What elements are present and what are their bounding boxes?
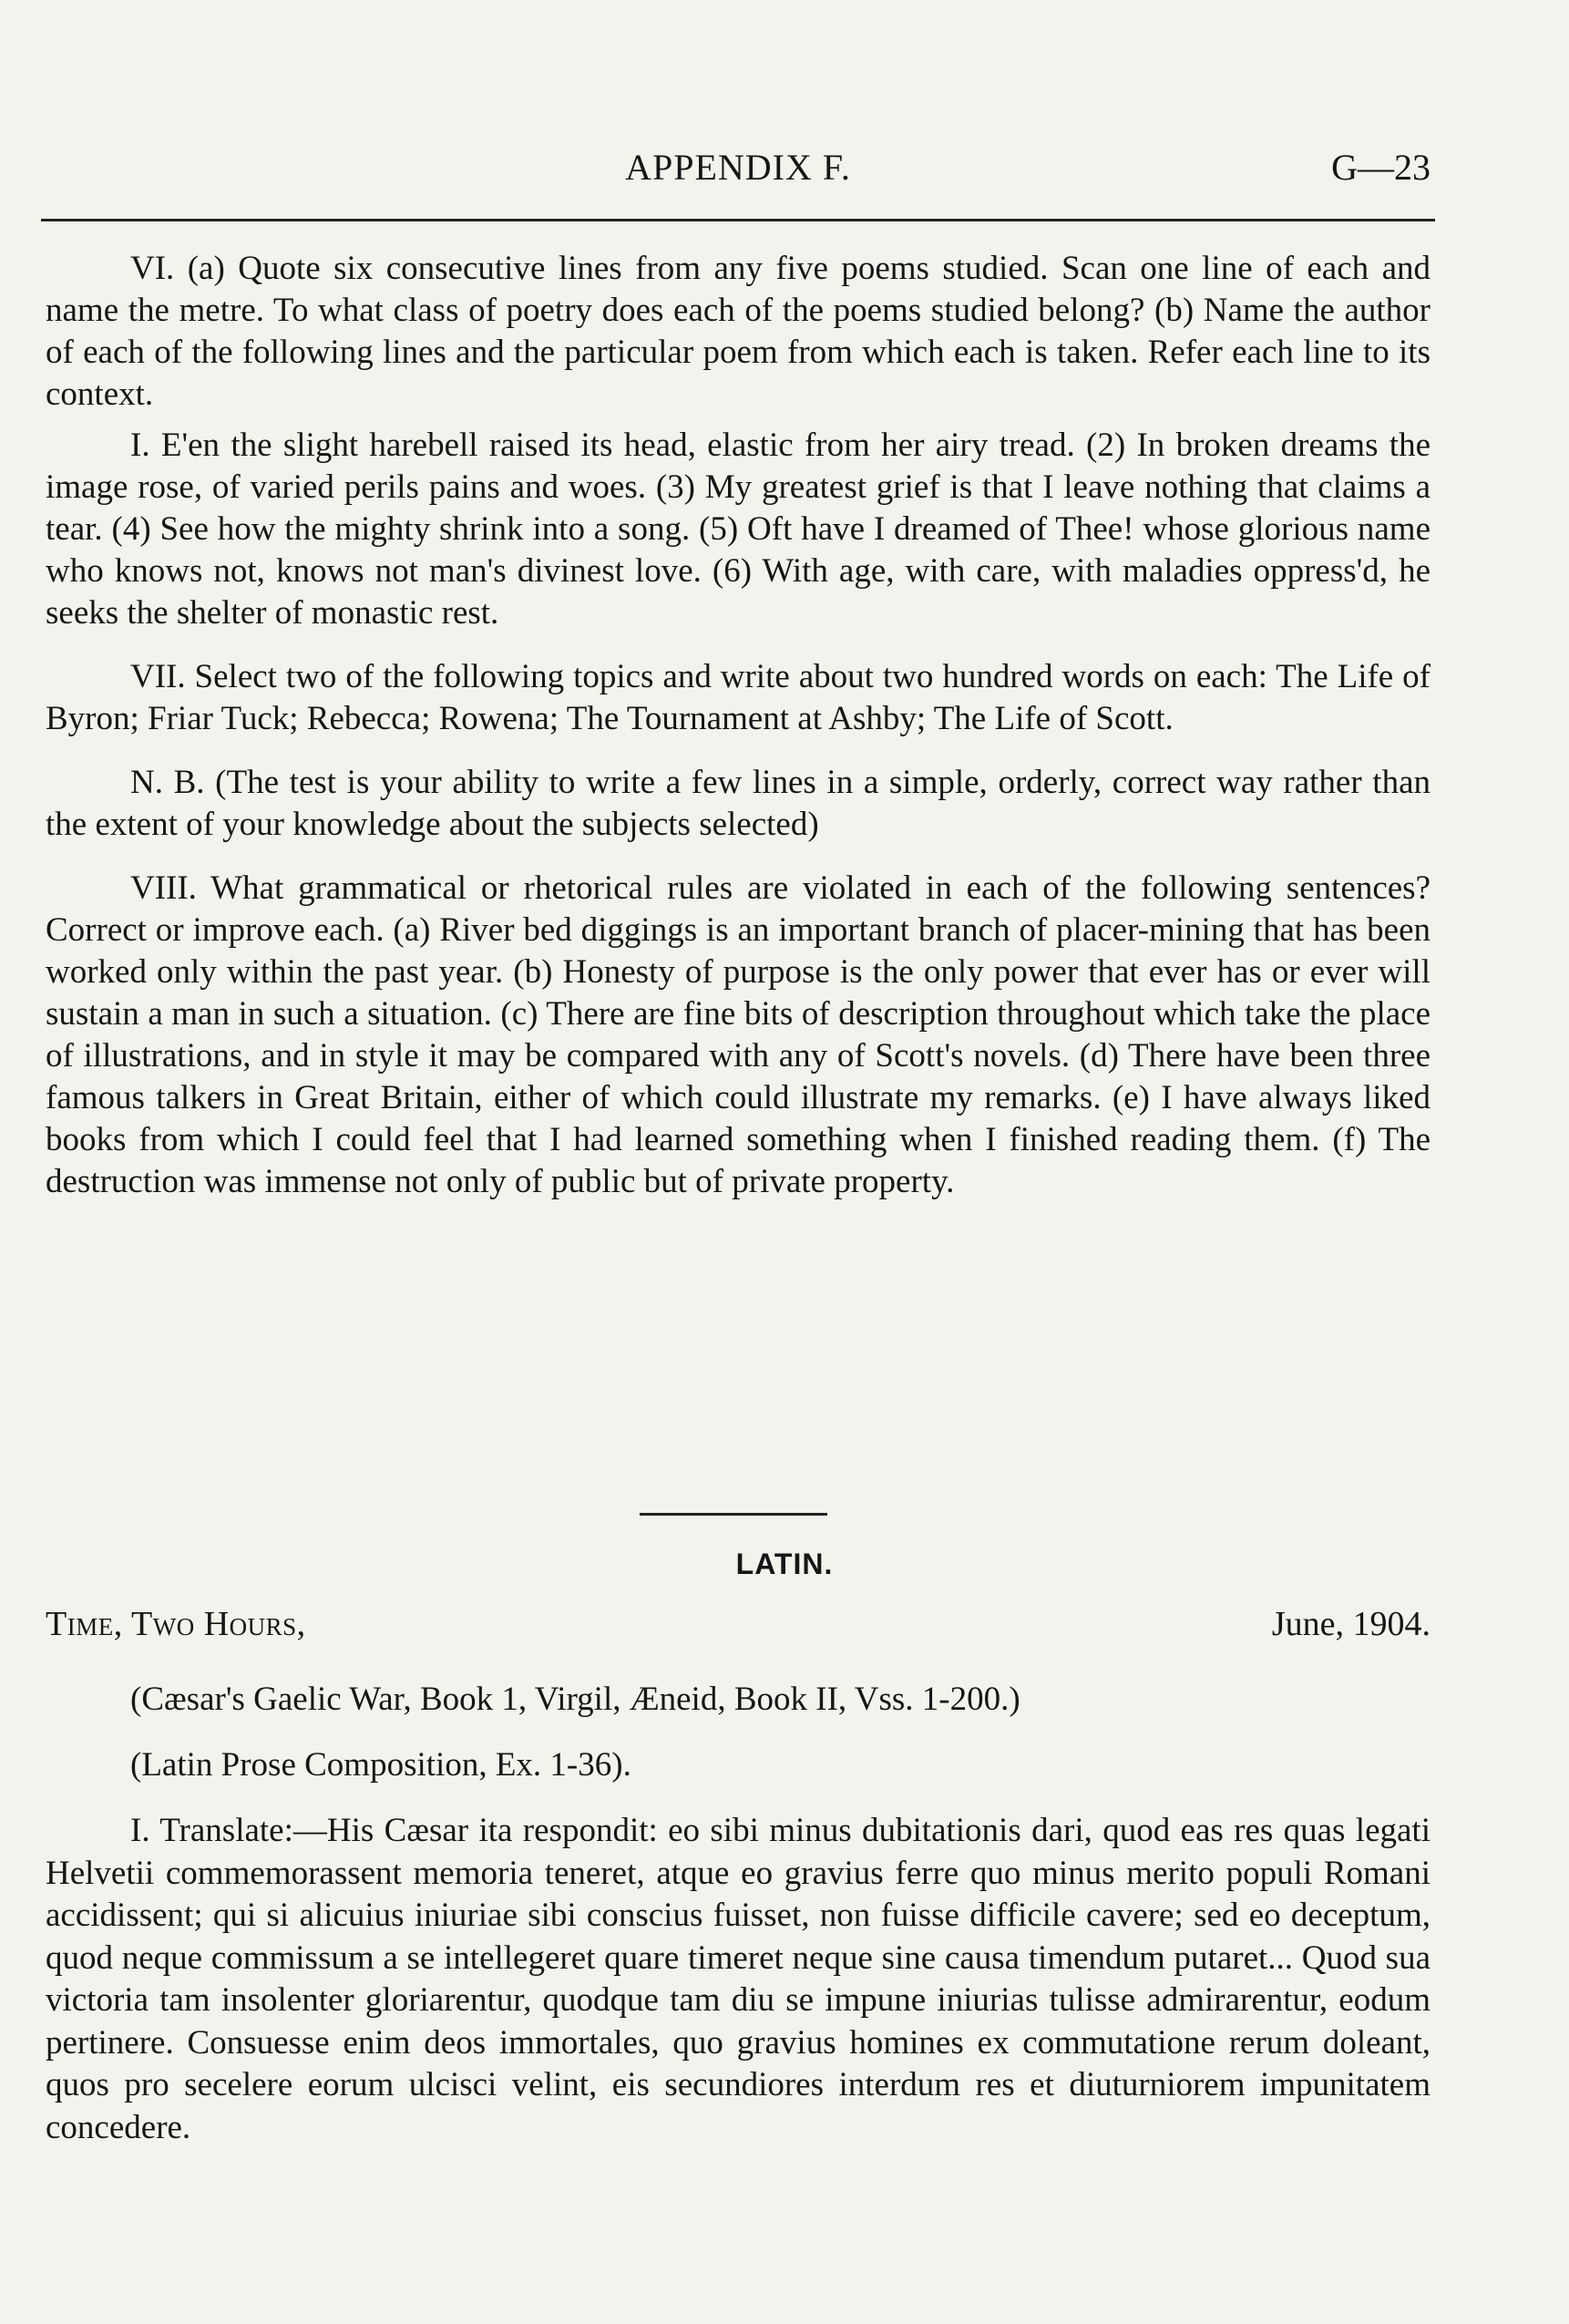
nota-bene: N. B. (The test is your ability to write a few lines in a simple, orderly, correct way rather than the extent of your knowledge about the subjects selected) xyxy=(46,764,1431,843)
latin-composition-note: (Latin Prose Composition, Ex. 1-36). xyxy=(130,1746,631,1784)
page-number: G—23 xyxy=(1331,147,1431,188)
exam-date: June, 1904. xyxy=(1271,1605,1431,1643)
latin-questions xyxy=(46,1679,1431,2171)
latin-texts-note: (Cæsar's Gaelic War, Book 1, Virgil, Æneid, Book II, Vss. 1-200.) xyxy=(130,1681,1020,1718)
header-rule xyxy=(41,219,1435,221)
question-7: VII. Select two of the following topics and write about two hundred words on each: The Life of Byron; Friar Tuck; Rebecca; Rowena; The Tournament at Ashby; The Life of Scott. xyxy=(46,658,1431,737)
question-1-translate: I. Translate:—His Cæsar ita respondit: eo sibi minus dubitationis dari, quod eas res quas legati Helvetii commemorassent memoria teneret, atque eo gravius ferre quo minus merito populi Romani accidissent; qui si alicuius iniuriae sibi conscius fuisset, non fuisse difficile cavere; sed eo deceptum, quod neque commissum a se intellegeret quare timeret neque sine causa timendum putaret... Quod sua victoria tam insolenter gloriarentur, quodque tam diu se impune iniurias tulisse admirarentur, eodum pertinere. Consuesse enim deos immortales, quo gravius homines ex commutatione rerum doleant, quos pro secelere eorum ulcisci velint, eis secundiores interdum res et diuturniorem impunitatem concedere. xyxy=(46,1812,1431,2146)
exam-time: Time, Two Hours, xyxy=(46,1605,306,1643)
section-divider xyxy=(640,1513,827,1516)
question-6-part-2: I. E'en the slight harebell raised its head, elastic from her airy tread. (2) In broken dreams the image rose, of varied perils pains and woes. (3) My greatest grief is that I leave nothing that claims a tear. (4) See how the mighty shrink into a song. (5) Oft have I dreamed of Thee! whose glorious name who knows not, knows not man's divinest love. (6) With age, with care, with maladies oppress'd, he seeks the shelter of monastic rest. xyxy=(46,427,1431,632)
question-8: VIII. What grammatical or rhetorical rules are violated in each of the following sentences? Correct or improve each. (a) River bed diggings is an important branch of placer-mining that has been worked only within the past year. (b) Honesty of purpose is the only power that ever has or ever will sustain a man in such a situation. (c) There are fine bits of description throughout which take the place of illustrations, and in style it may be compared with any of Scott's novels. (d) There have been three famous talkers in Great Britain, either of which could illustrate my remarks. (e) I have always liked books from which I could feel that I had learned something when I finished reading them. (f) The destruction was immense not only of public but of private property. xyxy=(46,869,1431,1200)
running-head-title: APPENDIX F. xyxy=(625,147,851,188)
running-head xyxy=(46,146,1431,201)
english-questions xyxy=(46,248,1431,1225)
question-6-part-1: VI. (a) Quote six consecutive lines from any five poems studied. Scan one line of each and name the metre. To what class of poetry does each of the poems studied belong? (b) Name the author of each of the following lines and the particular poem from which each is taken. Refer each line to its context. xyxy=(46,250,1431,413)
exam-info-line xyxy=(46,1604,1431,1650)
latin-heading: LATIN. xyxy=(735,1548,834,1580)
